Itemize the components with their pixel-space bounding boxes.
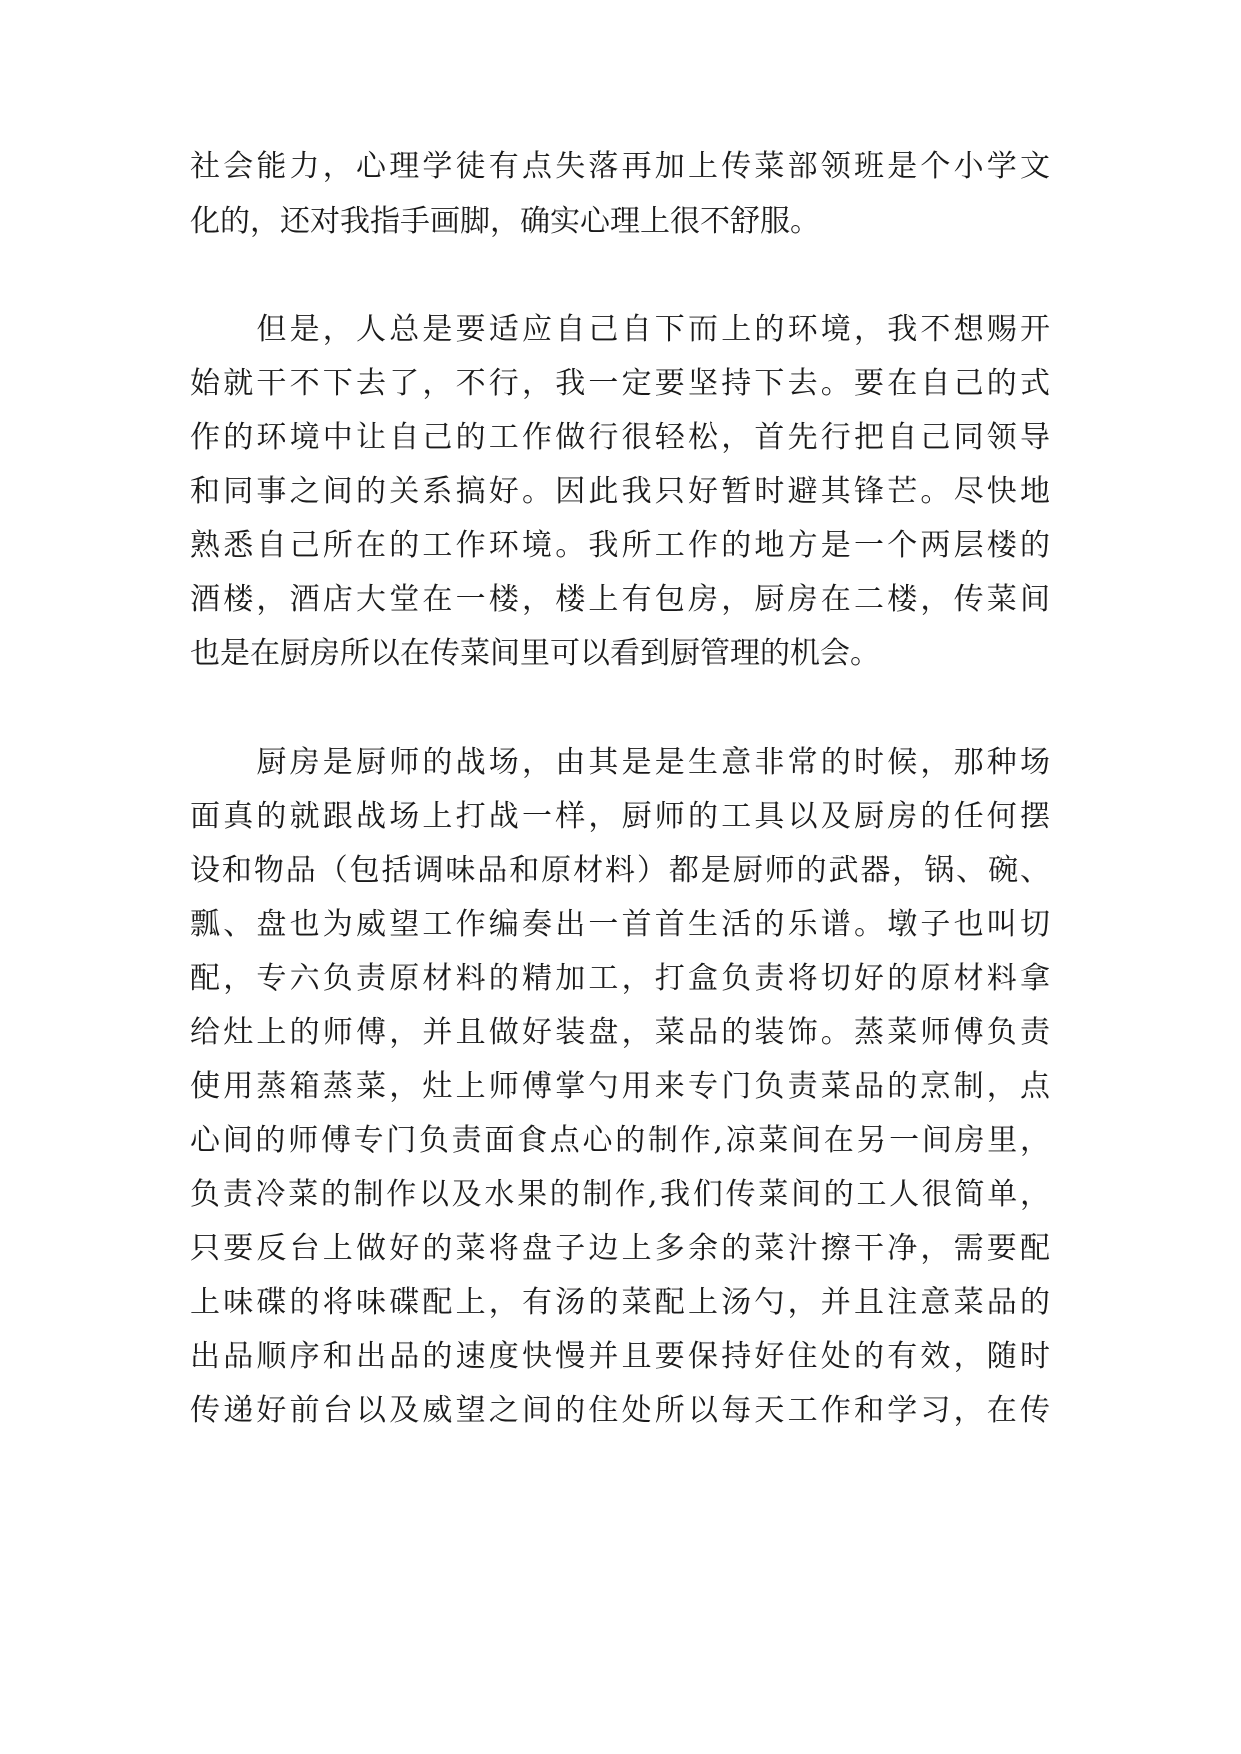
paragraph-3-line-9: 负责冷菜的制作以及水果的制作,我们传菜间的工人很简单， — [190, 1177, 1050, 1212]
paragraph-2-line-5: 熟悉自己所在的工作环境。我所工作的地方是一个两层楼的 — [190, 528, 1050, 563]
paragraph-3-line-8: 心间的师傅专门负责面食点心的制作,凉菜间在另一间房里， — [190, 1123, 1050, 1158]
paragraph-3-line-6: 给灶上的师傅，并且做好装盘，菜品的装饰。蒸菜师傅负责 — [190, 1015, 1050, 1050]
paragraph-3-line-7: 使用蒸箱蒸菜，灶上师傅掌勺用来专门负责菜品的烹制，点 — [190, 1069, 1050, 1104]
paragraph-1-line-1: 社会能力，心理学徒有点失落再加上传菜部领班是个小学文 — [190, 149, 1050, 184]
paragraph-3-line-10: 只要反台上做好的菜将盘子边上多余的菜汁擦干净，需要配 — [190, 1231, 1050, 1266]
paragraph-3-line-4: 瓢、盘也为威望工作编奏出一首首生活的乐谱。墩子也叫切 — [190, 907, 1050, 942]
paragraph-2-line-4: 和同事之间的关系搞好。因此我只好暂时避其锋芒。尽快地 — [190, 474, 1050, 509]
paragraph-2-line-1: 但是，人总是要适应自己自下而上的环境，我不想赐开 — [190, 312, 1050, 347]
paragraph-2-line-7: 也是在厨房所以在传菜间里可以看到厨管理的机会。 — [190, 636, 880, 671]
paragraph-3-line-2: 面真的就跟战场上打战一样，厨师的工具以及厨房的任何摆 — [190, 799, 1050, 834]
paragraph-1-line-2: 化的，还对我指手画脚，确实心理上很不舒服。 — [190, 204, 820, 239]
paragraph-3-line-13: 传递好前台以及威望之间的住处所以每天工作和学习，在传 — [190, 1393, 1050, 1428]
paragraph-3-line-12: 出品顺序和出品的速度快慢并且要保持好住处的有效，随时 — [190, 1339, 1050, 1374]
paragraph-3-line-3: 设和物品（包括调味品和原材料）都是厨师的武器，锅、碗、 — [190, 853, 1050, 888]
paragraph-3-line-11: 上味碟的将味碟配上，有汤的菜配上汤勺，并且注意菜品的 — [190, 1285, 1050, 1320]
paragraph-2-line-6: 酒楼，酒店大堂在一楼，楼上有包房，厨房在二楼，传菜间 — [190, 582, 1050, 617]
paragraph-2-line-3: 作的环境中让自己的工作做行很轻松，首先行把自己同领导 — [190, 420, 1050, 455]
paragraph-3-line-5: 配，专六负责原材料的精加工，打盒负责将切好的原材料拿 — [190, 961, 1050, 996]
paragraph-3-line-1: 厨房是厨师的战场，由其是是生意非常的时候，那种场 — [190, 745, 1050, 780]
paragraph-2-line-2: 始就干不下去了，不行，我一定要坚持下去。要在自己的式 — [190, 366, 1050, 401]
